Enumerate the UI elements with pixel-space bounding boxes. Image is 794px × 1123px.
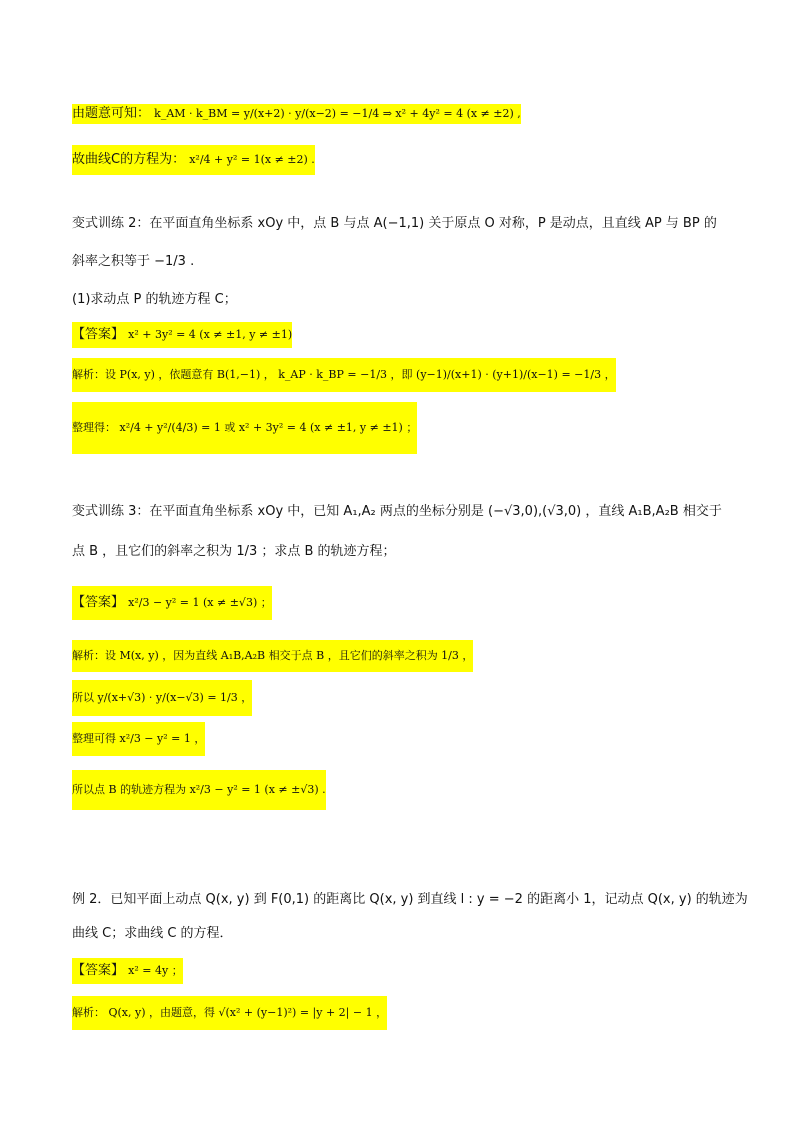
answer-formula: x² = 4y ； [128, 964, 183, 977]
variant3-solution-line-1 [72, 640, 473, 672]
derivation-formula: k_AM · k_BM = y/(x+2) · y/(x−2) = −1/4 ⇒ x² + 4y² = 4 (x ≠ ±2) , [154, 107, 521, 120]
derivation-line-1 [72, 104, 521, 124]
answer-formula: x²/3 − y² = 1 (x ≠ ±√3) ； [128, 596, 272, 609]
solution-text: 解析：设 P(x, y) ，依题意有 B(1,−1) ， k_AP · k_BP = −1/3 ，即 (y−1)/(x+1) · (y+1)/(x−1) = −1/3 ， [72, 368, 616, 381]
variant2-answer [72, 322, 292, 348]
answer-label: 【答案】 [72, 327, 125, 342]
example2-problem-line-2: 曲线 C；求曲线 C 的方程． [72, 926, 233, 941]
variant2-problem-line-1: 变式训练 2：在平面直角坐标系 xOy 中，点 B 与点 A(−1,1) 关于原点 O 对称，P 是动点，且直线 AP 与 BP 的 [72, 216, 717, 231]
variant2-question-1: (1)求动点 P 的轨迹方程 C； [72, 292, 237, 307]
example2-problem-line-1: 例 2．已知平面上动点 Q(x, y) 到 F(0,1) 的距离比 Q(x, y) 到直线 l : y = −2 的距离小 1，记动点 Q(x, y) 的轨迹为 [72, 892, 748, 907]
variant3-problem-line-2: 点 B ，且它们的斜率之积为 1/3 ；求点 B 的轨迹方程； [72, 544, 396, 559]
derivation-text: 由题意可知： [72, 106, 151, 121]
solution-text: 解析：设 M(x, y) ，因为直线 A₁B,A₂B 相交于点 B ，且它们的斜率之积为 1/3 ， [72, 649, 474, 662]
solution-text: 整理得： x²/4 + y²/(4/3) = 1 或 x² + 3y² = 4 (x ≠ ±1, y ≠ ±1) ； [72, 421, 418, 434]
variant3-problem-line-1: 变式训练 3：在平面直角坐标系 xOy 中，已知 A₁,A₂ 两点的坐标分别是 (−√3,0),(√3,0) ，直线 A₁B,A₂B 相交于 [72, 504, 722, 519]
curve-equation-line [72, 145, 315, 175]
example2-solution-line-1 [72, 996, 387, 1030]
answer-formula: x² + 3y² = 4 (x ≠ ±1, y ≠ ±1) [128, 328, 293, 341]
curve-equation-formula: x²/4 + y² = 1(x ≠ ±2) . [189, 153, 315, 166]
answer-label: 【答案】 [72, 595, 125, 610]
variant2-solution-line-1 [72, 358, 616, 392]
solution-text: 整理可得 x²/3 − y² = 1 ， [72, 732, 206, 745]
curve-equation-text: 故曲线C的方程为： [72, 152, 186, 167]
variant2-solution-line-2 [72, 402, 417, 454]
variant3-solution-line-3 [72, 722, 205, 756]
variant2-problem-line-2: 斜率之积等于 −1/3 . [72, 254, 195, 269]
variant3-answer [72, 586, 272, 620]
solution-text: 解析： Q(x, y) ，由题意，得 √(x² + (y−1)²) = |y + 2| − 1 ， [72, 1006, 388, 1019]
solution-text: 所以 y/(x+√3) · y/(x−√3) = 1/3 ， [72, 691, 253, 704]
solution-text: 所以点 B 的轨迹方程为 x²/3 − y² = 1 (x ≠ ±√3) . [72, 783, 326, 796]
variant3-solution-line-4 [72, 770, 326, 810]
answer-label: 【答案】 [72, 963, 125, 978]
example2-answer [72, 958, 183, 984]
variant3-solution-line-2 [72, 680, 252, 716]
